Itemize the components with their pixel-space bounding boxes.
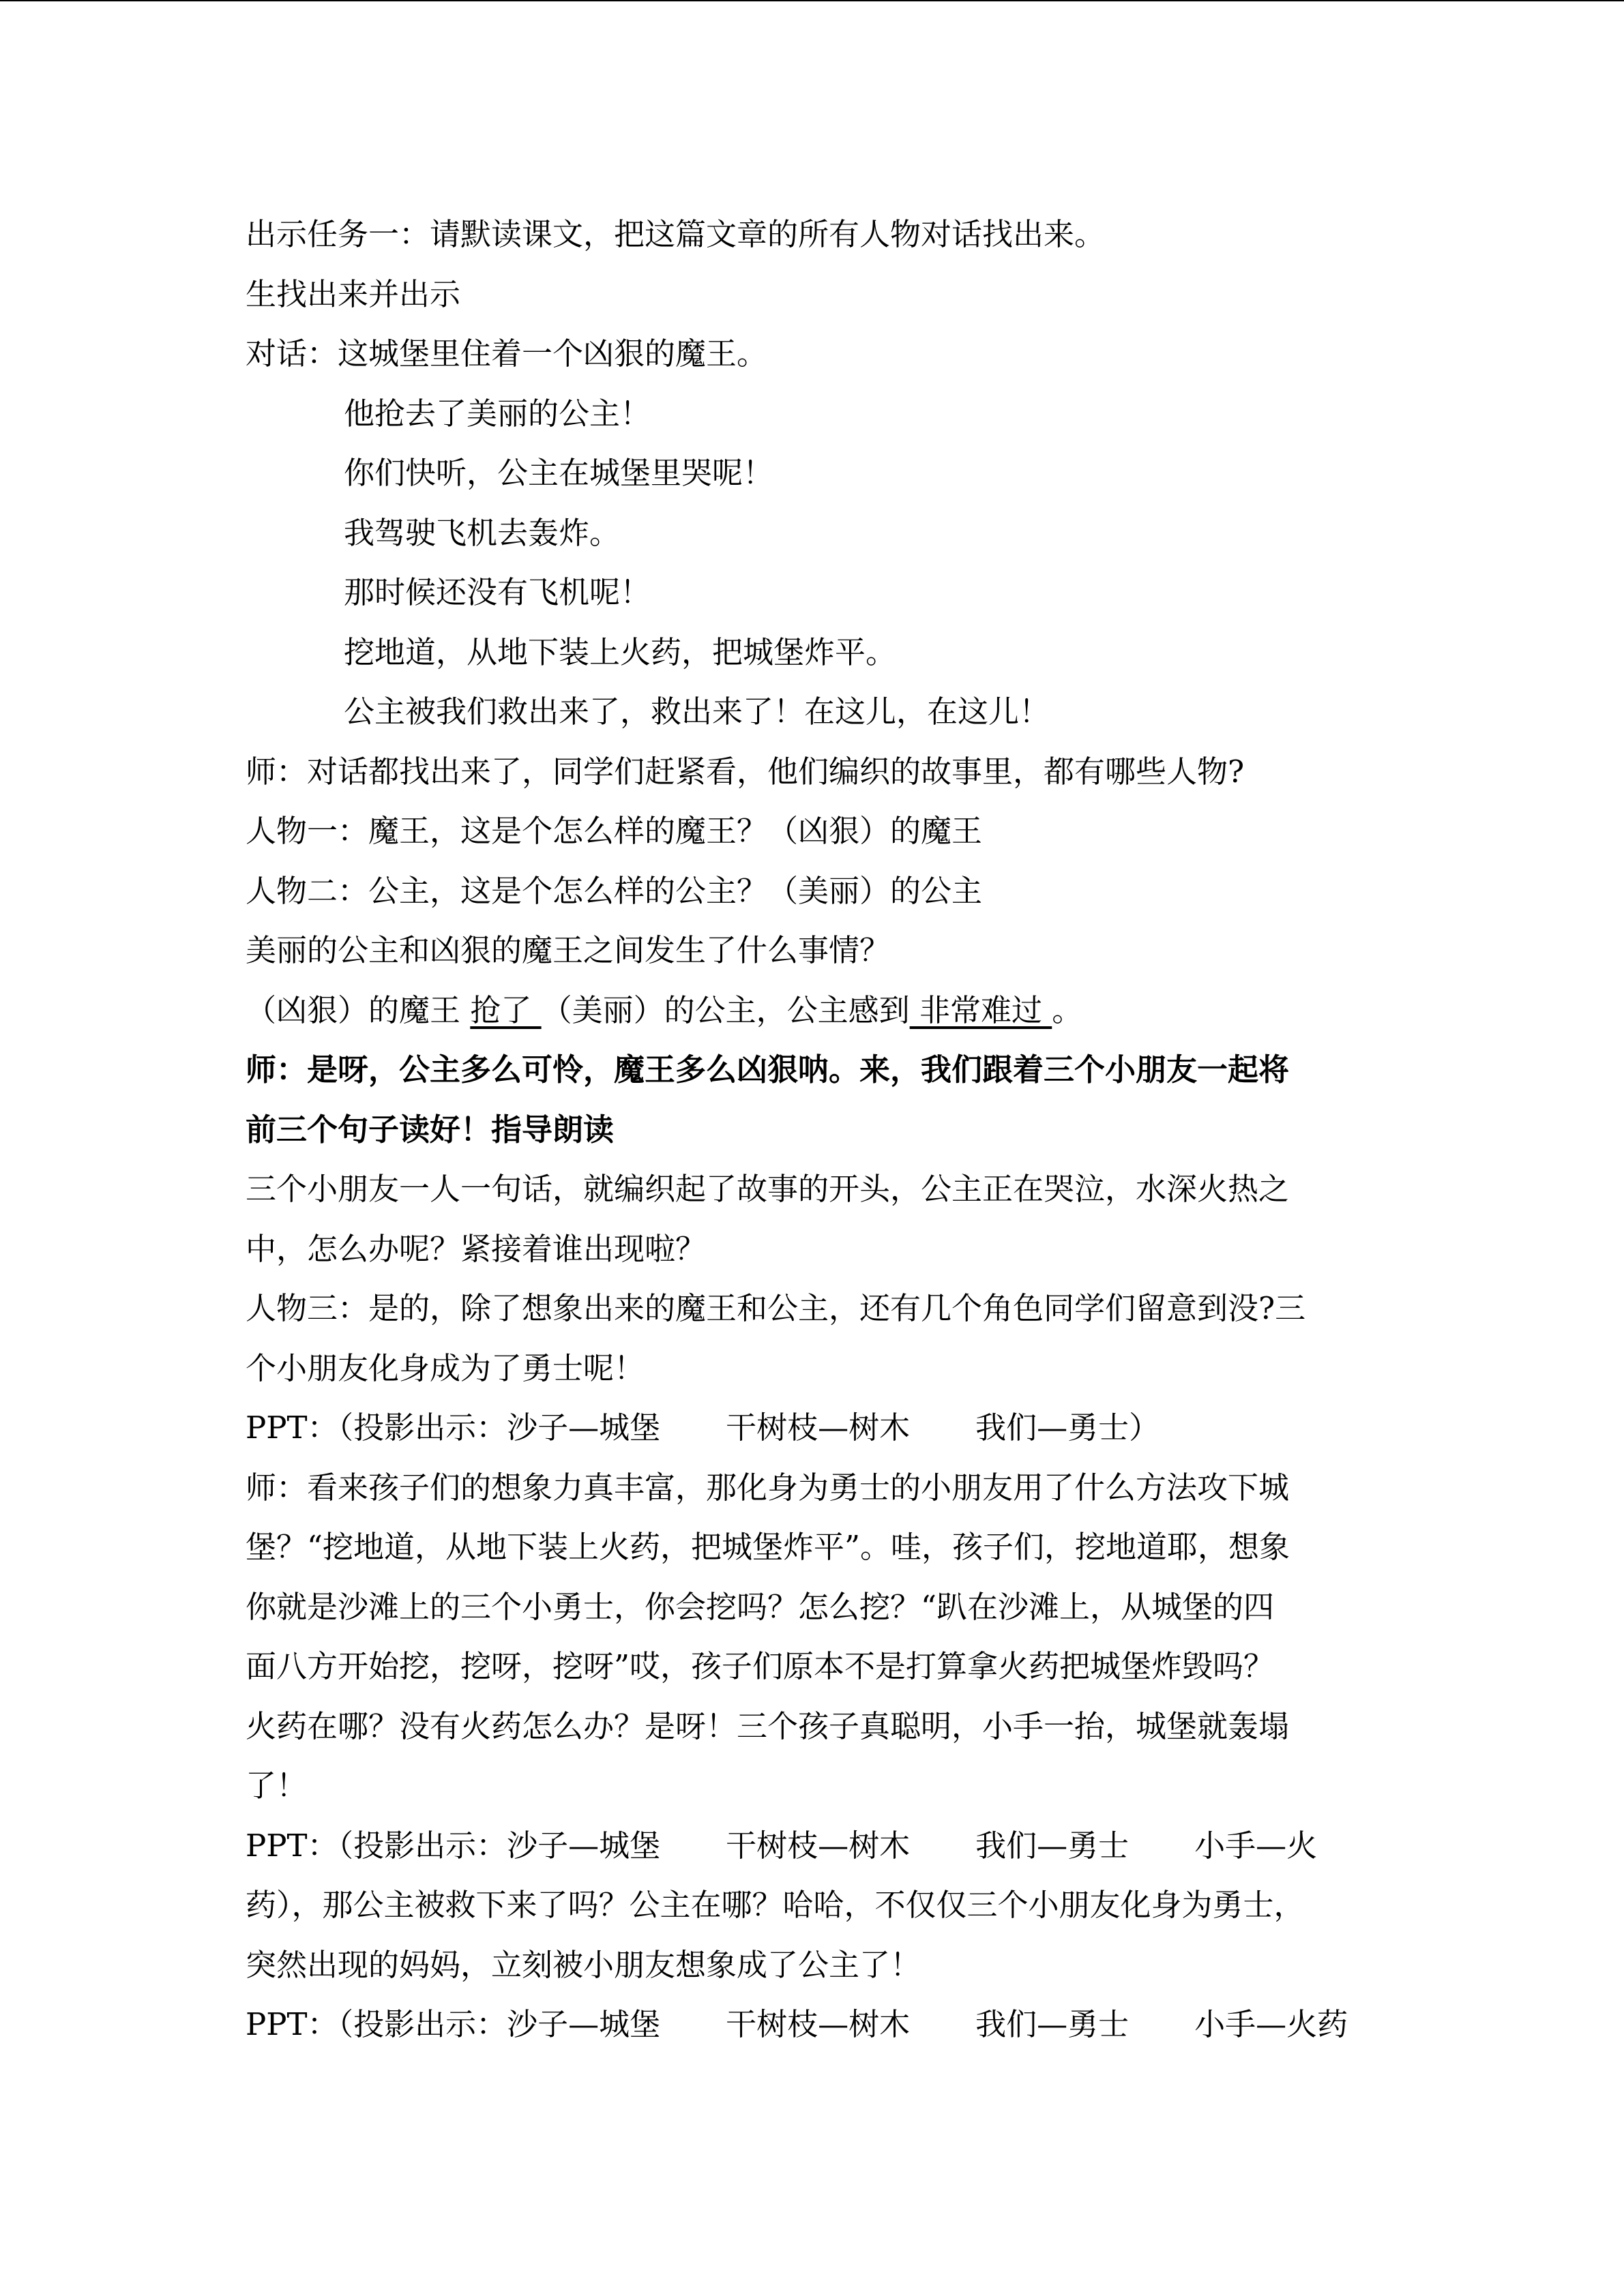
- teacher-paragraph-line-6: 了！: [246, 1768, 308, 1804]
- character-three-line-2: 个小朋友化身成为了勇士呢！: [246, 1350, 645, 1386]
- paragraph-three-kids-1: 三个小朋友一人一句话，就编织起了故事的开头，公主正在哭泣，水深火热之: [246, 1171, 1290, 1207]
- document-body: [246, 205, 1378, 2055]
- fill-in-part-a: （凶狠）的魔王: [246, 992, 471, 1028]
- teacher-question-characters: 师：对话都找出来了，同学们赶紧看，他们编织的故事里，都有哪些人物?: [246, 753, 1245, 790]
- teacher-paragraph-line-4: 面八方开始挖，挖呀，挖呀”哎，孩子们原本不是打算拿火药把城堡炸毁吗？: [246, 1648, 1275, 1684]
- ppt-3-part-d: 小手—火药: [1194, 2006, 1348, 2042]
- ppt-line-1: [246, 1398, 1378, 1458]
- ppt-2-part-b: 干树枝—树木: [726, 1827, 911, 1864]
- fill-in-part-b: （美丽）的公主，公主感到: [541, 992, 910, 1028]
- ppt-3-part-c: 我们—勇士: [975, 2006, 1130, 2042]
- ppt-2-part-c: 我们—勇士: [975, 1827, 1130, 1864]
- ppt-1-part-b: 干树枝—树木: [726, 1410, 911, 1446]
- dialogue-line-2: 他抢去了美丽的公主！: [344, 395, 651, 432]
- task-one-line: 出示任务一：请默读课文，把这篇文章的所有人物对话找出来。: [246, 216, 1106, 252]
- ppt-line-2: [246, 1816, 1378, 1876]
- dialogue-line-4: 我驾驶飞机去轰炸。: [344, 514, 621, 551]
- ppt-3-part-a: PPT：（投影出示：沙子—城堡: [246, 2006, 661, 2042]
- dialogue-line-5: 那时候还没有飞机呢！: [344, 574, 651, 610]
- princess-paragraph-line-2: 突然出现的妈妈，立刻被小朋友想象成了公主了！: [246, 1946, 921, 1983]
- character-three-line-1: 人物三：是的，除了想象出来的魔王和公主，还有几个角色同学们留意到没?三: [246, 1290, 1306, 1326]
- teacher-paragraph-line-2: 堡？“挖地道，从地下装上火药，把城堡炸平”。哇，孩子们，挖地道耶，想象: [246, 1529, 1290, 1565]
- question-what-happened: 美丽的公主和凶狠的魔王之间发生了什么事情？: [246, 932, 891, 968]
- ppt-2-part-a: PPT：（投影出示：沙子—城堡: [246, 1827, 661, 1864]
- ppt-1-part-c: 我们—勇士）: [975, 1410, 1160, 1446]
- student-find-line: 生找出来并出示: [246, 275, 461, 312]
- fill-in-part-c: 。: [1052, 992, 1083, 1028]
- ppt-1-part-a: PPT：（投影出示：沙子—城堡: [246, 1410, 661, 1446]
- character-one-line: 人物一：魔王，这是个怎么样的魔王？（凶狠）的魔王: [246, 813, 983, 849]
- dialogue-line-6: 挖地道，从地下装上火药，把城堡炸平。: [344, 633, 897, 670]
- dialogue-line-1: 对话：这城堡里住着一个凶狠的魔王。: [246, 336, 768, 372]
- paragraph-three-kids-2: 中，怎么办呢？紧接着谁出现啦？: [246, 1230, 707, 1267]
- character-two-line: 人物二：公主，这是个怎么样的公主？（美丽）的公主: [246, 872, 983, 909]
- dialogue-line-7: 公主被我们救出来了，救出来了！在这儿，在这儿！: [344, 694, 1050, 730]
- ppt-3-part-b: 干树枝—树木: [726, 2006, 911, 2042]
- teacher-bold-line-1: 师：是呀，公主多么可怜，魔王多么凶狠呐。来，我们跟着三个小朋友一起将: [246, 1052, 1290, 1088]
- ppt-line-3: [246, 1995, 1378, 2055]
- teacher-bold-line-2: 前三个句子读好！指导朗读: [246, 1111, 615, 1148]
- teacher-paragraph-line-5: 火药在哪？没有火药怎么办？是呀！三个孩子真聪明，小手一抬，城堡就轰塌: [246, 1708, 1290, 1744]
- teacher-paragraph-line-1: 师：看来孩子们的想象力真丰富，那化身为勇士的小朋友用了什么方法攻下城: [246, 1469, 1290, 1506]
- ppt-2-part-d: 小手—火: [1194, 1827, 1318, 1864]
- fill-in-blank-2: 非常难过: [909, 992, 1052, 1028]
- fill-in-sentence: [246, 981, 1378, 1041]
- dialogue-line-3: 你们快听，公主在城堡里哭呢！: [344, 455, 774, 491]
- princess-paragraph-line-1: 药），那公主被救下来了吗？公主在哪？哈哈，不仅仅三个小朋友化身为勇士，: [246, 1887, 1305, 1923]
- fill-in-blank-1: 抢了: [470, 992, 542, 1028]
- teacher-paragraph-line-3: 你就是沙滩上的三个小勇士，你会挖吗？怎么挖？“趴在沙滩上，从城堡的四: [246, 1588, 1275, 1625]
